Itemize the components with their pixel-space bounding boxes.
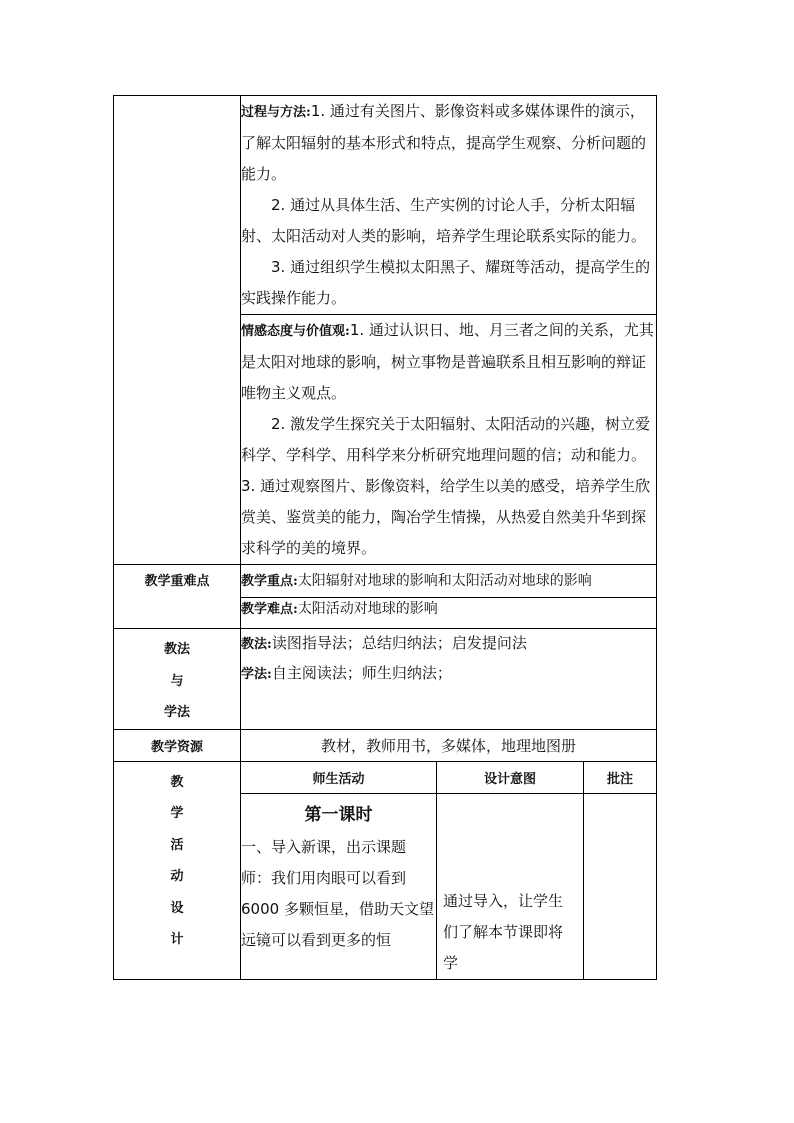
design-intent-header: 设计意图 <box>437 761 584 793</box>
resources-row <box>114 729 657 761</box>
learning-method-label: 学法: <box>241 667 272 682</box>
resources-label: 教学资源 <box>114 729 241 761</box>
focus-cell <box>241 565 657 598</box>
activity-label-cell <box>114 761 241 979</box>
methods-label-2: 与 <box>170 673 184 689</box>
notes-cell <box>584 793 657 979</box>
teacher-student-cell <box>241 793 437 979</box>
emotion-item-2: 2. 激发学生探究关于太阳辐射、太阳活动的兴趣，树立爱科学、学科学、用科学来分析研究地理问题的信；动和能力。 <box>241 415 651 464</box>
methods-cell <box>241 629 657 730</box>
difficulty-label: 教学难点: <box>241 602 298 617</box>
design-intent-text: 通过导入，让学生们了解本节课即将学 <box>443 891 564 972</box>
methods-label-1: 教法 <box>163 642 190 657</box>
learning-method-text: 自主阅读法；师生归纳法； <box>271 664 452 682</box>
activity-line-1: 一、导入新课，出示课题 <box>241 837 407 856</box>
process-item-3: 3. 通过组织学生模拟太阳黑子、耀斑等活动，提高学生的实践操作能力。 <box>241 258 651 307</box>
notes-header: 批注 <box>584 761 657 793</box>
methods-label-3: 学法 <box>163 705 190 720</box>
key-points-label: 教学重难点 <box>114 565 241 629</box>
activity-label-3: 活 <box>170 837 184 853</box>
methods-row <box>114 629 657 730</box>
process-method-label: 过程与方法: <box>241 105 311 120</box>
activity-label-2: 学 <box>170 806 184 821</box>
emotion-item-3: 3. 通过观察图片、影像资料，给学生以美的感受，培养学生欣赏美、鉴赏美的能力，陶冶学生情操，从热爱自然美升华到探求科学的美的境界。 <box>241 477 651 557</box>
activity-line-2: 师：我们用肉眼可以看到 6000 多颗恒星，借助天文望远镜可以看到更多的恒 <box>241 868 434 949</box>
methods-label-cell <box>114 629 241 730</box>
activity-label-6: 计 <box>170 932 184 947</box>
activity-header-row <box>114 761 657 793</box>
lesson-title: 第一课时 <box>304 804 373 825</box>
process-item-2: 2. 通过从具体生活、生产实例的讨论人手，分析太阳辐射、太阳活动对人类的影响，培养学生理论联系实际的能力。 <box>241 196 647 245</box>
objectives-label-cell <box>114 96 241 565</box>
emotion-values-label: 情感态度与价值观: <box>241 324 350 339</box>
activity-label-1: 教 <box>170 774 184 790</box>
objective-process-row <box>114 96 657 315</box>
design-intent-cell <box>437 793 584 979</box>
emotion-item-1: 1. 通过认识日、地、月三者之间的关系，尤其是太阳对地球的影响，树立事物是普遍联系且相互影响的辩证唯物主义观点。 <box>241 321 654 402</box>
resources-text: 教材，教师用书，多媒体，地理地图册 <box>241 729 657 761</box>
emotion-values-cell <box>241 315 657 565</box>
teaching-method-label: 教法: <box>241 637 272 652</box>
difficulty-text: 太阳活动对地球的影响 <box>297 601 438 617</box>
activity-label-4: 动 <box>170 869 184 884</box>
lesson-plan-table <box>113 95 657 980</box>
focus-label: 教学重点: <box>241 574 298 589</box>
key-point-row <box>114 565 657 598</box>
process-item-1: 1. 通过有关图片、影像资料或多媒体课件的演示，了解太阳辐射的基本形式和特点，提高学生观察、分析问题的能力。 <box>241 102 647 183</box>
difficulty-cell <box>241 598 657 629</box>
focus-text: 太阳辐射对地球的影响和太阳活动对地球的影响 <box>297 573 592 589</box>
teacher-student-header: 师生活动 <box>241 761 437 793</box>
teaching-method-text: 读图指导法；总结归纳法；启发提问法 <box>271 634 527 652</box>
process-method-cell <box>241 96 657 315</box>
activity-label-5: 设 <box>170 900 184 916</box>
